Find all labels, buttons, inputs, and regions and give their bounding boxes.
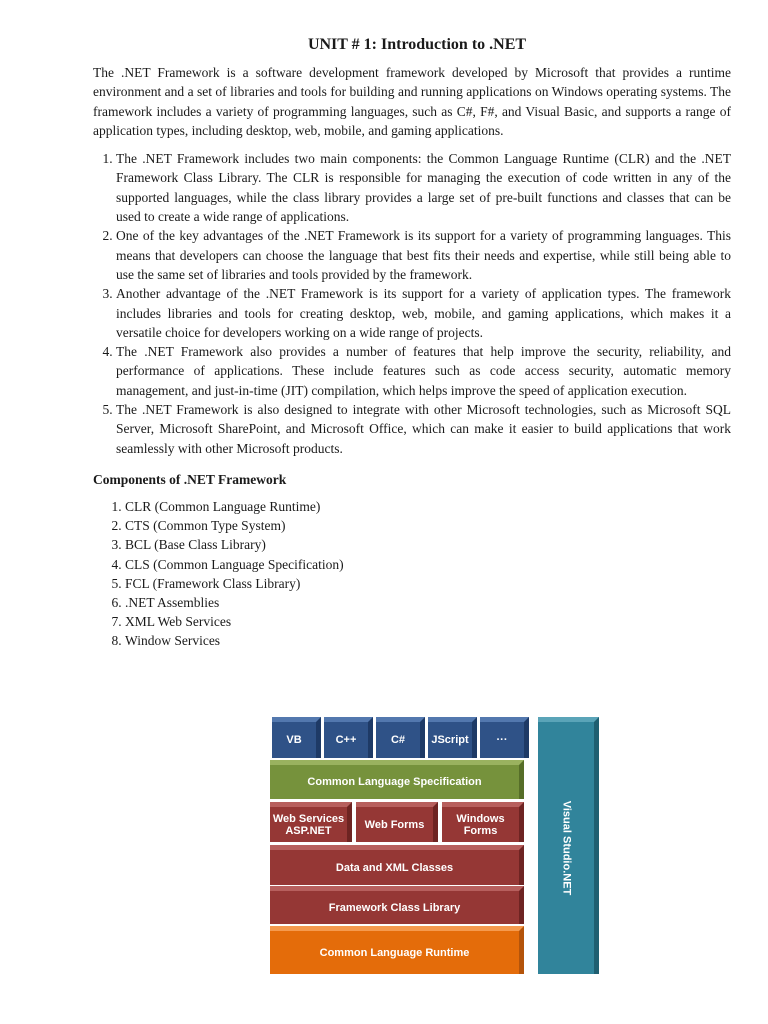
language-block-csharp: C# (376, 717, 425, 758)
language-block-cpp: C++ (324, 717, 373, 758)
windows-forms-block (442, 802, 524, 842)
list-item: 2. CTS (Common Type System) (125, 516, 731, 535)
web-services-block (270, 802, 352, 842)
list-item: 1. The .NET Framework includes two main components: the Common Language Runtime (CLR) and the .NET Framework Class Library. The CLR is responsible for managing the execution of code written in any of the supported languages, while the class library provides a large set of pre-built functions and classes that can be used to create a wide range of applications. (116, 149, 731, 226)
list-item: 4. CLS (Common Language Specification) (125, 555, 731, 574)
components-heading: Components of .NET Framework (93, 471, 287, 487)
fcl-block: Framework Class Library (270, 886, 524, 924)
forms-label: Forms (463, 824, 498, 837)
document-page (93, 34, 731, 651)
list-item: 4. The .NET Framework also provides a number of features that help improve the security, reliability, and performance of applications. These include features such as code access security, automatic memory management, and just-in-time (JIT) compilation, which helps improve the speed of application execution. (116, 342, 731, 400)
visual-studio-block (538, 717, 599, 974)
web-services-label: Web Services (272, 812, 345, 825)
list-item: 8. Window Services (125, 631, 731, 650)
language-block-more: ··· (480, 717, 529, 758)
list-item: 3. Another advantage of the .NET Framework is its support for a variety of application types. The framework includes libraries and tools for creating desktop, web, mobile, and gaming applications, which makes it a versatile choice for developers working on a wide range of projects. (116, 284, 731, 342)
list-item: 6. .NET Assemblies (125, 593, 731, 612)
list-item: 1. CLR (Common Language Runtime) (125, 497, 731, 516)
list-item: 5. The .NET Framework is also designed to integrate with other Microsoft technologies, such as Microsoft SQL Server, Microsoft SharePoint, and Microsoft Office, which can make it easier to build applications that work seamlessly with other Microsoft products. (116, 400, 731, 458)
page-title: UNIT # 1: Introduction to .NET (307, 36, 527, 53)
windows-label: Windows (456, 812, 505, 825)
list-item: 3. BCL (Base Class Library) (125, 535, 731, 554)
cls-block: Common Language Specification (270, 760, 524, 799)
asp-net-label: ASP.NET (285, 824, 332, 837)
advantages-list (93, 149, 731, 458)
list-item: 7. XML Web Services (125, 612, 731, 631)
list-item: 2. One of the key advantages of the .NET Framework is its support for a variety of programming languages. This means that developers can choose the language that best fits their needs and expertise, while still being able to use the same set of libraries and tools provided by the framework. (116, 226, 731, 284)
language-block-jscript: JScript (428, 717, 477, 758)
web-forms-block: Web Forms (356, 802, 438, 842)
clr-block: Common Language Runtime (270, 926, 524, 974)
components-list (93, 497, 731, 651)
data-xml-block: Data and XML Classes (270, 845, 524, 885)
visual-studio-label: Visual Studio.NET (560, 800, 572, 896)
list-item: 5. FCL (Framework Class Library) (125, 574, 731, 593)
net-framework-diagram (270, 714, 600, 976)
intro-paragraph: The .NET Framework is a software development framework developed by Microsoft that provides a runtime environment and a set of libraries and tools for building and running applications on Windows operating systems. The framework includes a variety of programming languages, such as C#, F#, and Visual Basic, and supports a range of application types, including desktop, web, mobile, and gaming applications. (93, 65, 731, 138)
language-block-vb: VB (272, 717, 321, 758)
